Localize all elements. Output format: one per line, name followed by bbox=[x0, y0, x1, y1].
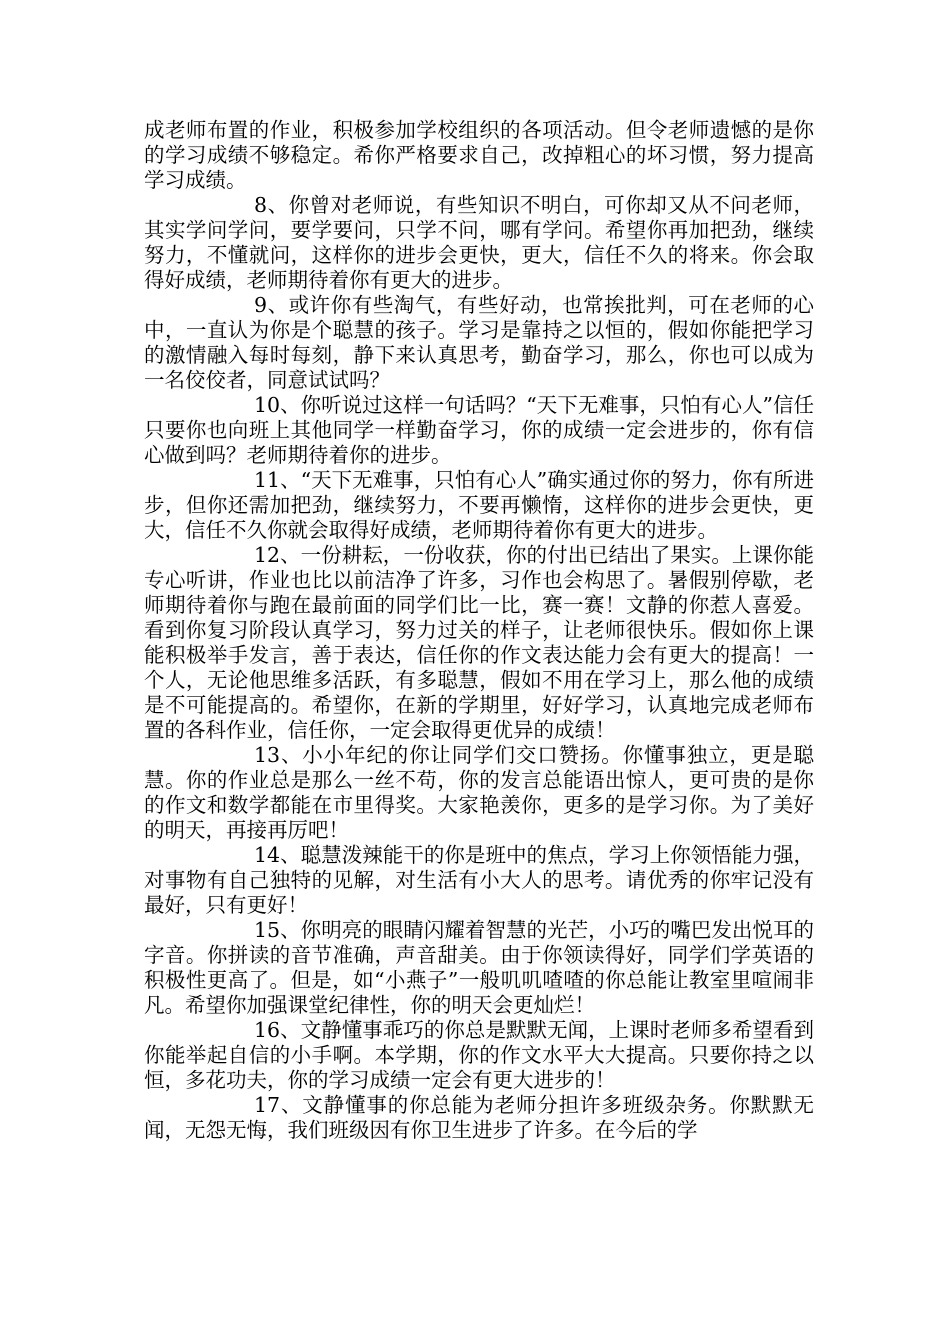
paragraph-comment-16: 16、文静懂事乖巧的你总是默默无闻，上课时老师多希望看到你能举起自信的小手啊。本学期，你的作文水平大大提高。只要你持之以恒，多花功夫，你的学习成绩一定会有更大进步的！ bbox=[144, 1018, 814, 1092]
paragraph-comment-15: 15、你明亮的眼睛闪耀着智慧的光芒，小巧的嘴巴发出悦耳的字音。你拼读的音节准确，声音甜美。由于你领读得好，同学们学英语的积极性更高了。但是，如“小燕子”一般叽叽喳喳的你总能让教室里喧闹非凡。希望你加强课堂纪律性，你的明天会更灿烂！ bbox=[144, 918, 814, 1017]
paragraph-comment-9: 9、或许你有些淘气，有些好动，也常挨批判，可在老师的心中，一直认为你是个聪慧的孩子。学习是靠持之以恒的，假如你能把学习的激情融入每时每刻，静下来认真思考，勤奋学习，那么，你也可以成为一名佼佼者，同意试试吗？ bbox=[144, 293, 814, 392]
paragraph-continuation: 成老师布置的作业，积极参加学校组织的各项活动。但令老师遗憾的是你的学习成绩不够稳定。希你严格要求自己，改掉粗心的坏习惯，努力提高学习成绩。 bbox=[144, 118, 814, 192]
paragraph-comment-13: 13、小小年纪的你让同学们交口赞扬。你懂事独立，更是聪慧。你的作业总是那么一丝不苟，你的发言总能语出惊人，更可贵的是你的作文和数学都能在市里得奖。大家艳羡你，更多的是学习你。为了美好的明天，再接再厉吧！ bbox=[144, 743, 814, 842]
paragraph-comment-8: 8、你曾对老师说，有些知识不明白，可你却又从不问老师，其实学问学问，要学要问，只学不问，哪有学问。希望你再加把劲，继续努力，不懂就问，这样你的进步会更快，更大，信任不久的将来。你会取得好成绩，老师期待着你有更大的进步。 bbox=[144, 193, 814, 292]
paragraph-comment-14: 14、聪慧泼辣能干的你是班中的焦点，学习上你领悟能力强，对事物有自己独特的见解，对生活有小大人的思考。请优秀的你牢记没有最好，只有更好！ bbox=[144, 843, 814, 917]
document-body bbox=[144, 118, 814, 1143]
paragraph-comment-12: 12、一份耕耘，一份收获，你的付出已结出了果实。上课你能专心听讲，作业也比以前洁净了许多，习作也会构思了。暑假别停歇，老师期待着你与跑在最前面的同学们比一比，赛一赛！文静的你惹人喜爱。看到你复习阶段认真学习，努力过关的样子，让老师很快乐。假如你上课能积极举手发言，善于表达，信任你的作文表达能力会有更大的提高！一个人，无论他思维多活跃，有多聪慧，假如不用在学习上，那么他的成绩是不可能提高的。希望你，在新的学期里，好好学习，认真地完成老师布置的各科作业，信任你，一定会取得更优异的成绩！ bbox=[144, 543, 814, 742]
paragraph-comment-17: 17、文静懂事的你总能为老师分担许多班级杂务。你默默无闻，无怨无悔，我们班级因有你卫生进步了许多。在今后的学 bbox=[144, 1093, 814, 1142]
paragraph-comment-11: 11、“天下无难事，只怕有心人”确实通过你的努力，你有所进步，但你还需加把劲，继续努力，不要再懒惰，这样你的进步会更快，更大，信任不久你就会取得好成绩，老师期待着你有更大的进步。 bbox=[144, 468, 814, 542]
paragraph-comment-10: 10、你听说过这样一句话吗？“天下无难事，只怕有心人”信任只要你也向班上其他同学一样勤奋学习，你的成绩一定会进步的，你有信心做到吗？老师期待着你的进步。 bbox=[144, 393, 814, 467]
